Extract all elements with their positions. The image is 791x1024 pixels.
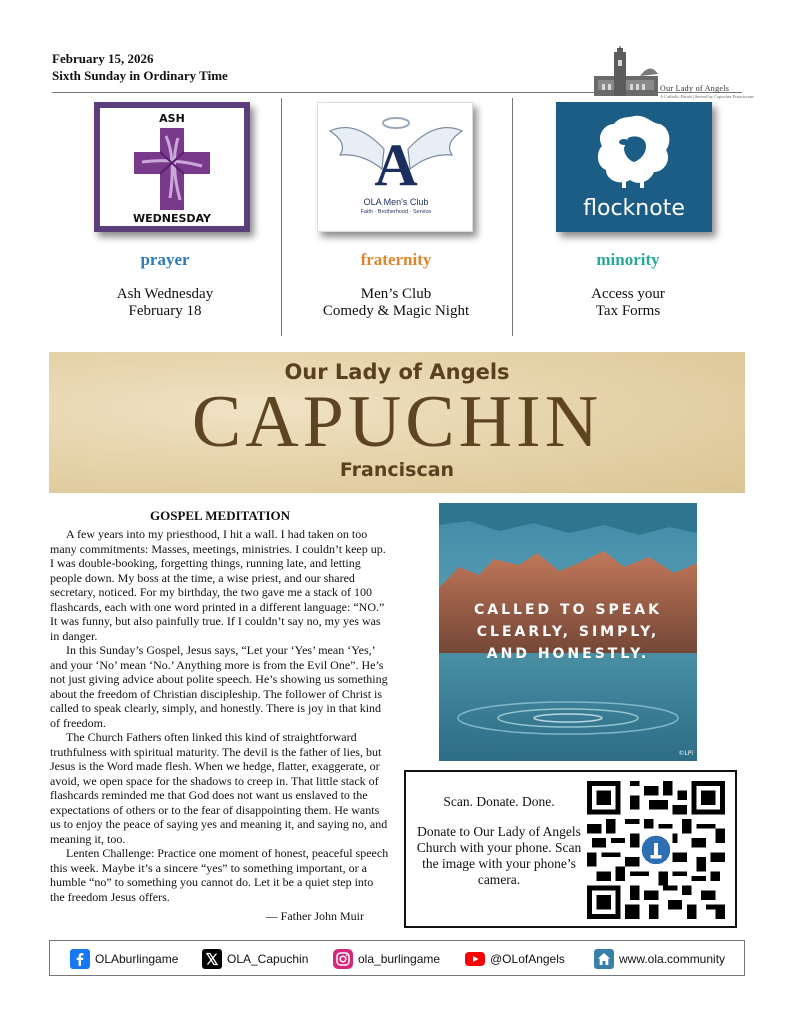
donate-tagline: Scan. Donate. Done. bbox=[443, 794, 555, 809]
feature-description bbox=[513, 286, 743, 320]
facebook-icon bbox=[70, 949, 90, 969]
social-label: OLAburlingame bbox=[95, 952, 179, 966]
youtube-icon bbox=[465, 949, 485, 969]
feature-line: Access your bbox=[591, 286, 665, 302]
social-label: www.ola.community bbox=[619, 952, 726, 966]
donate-box bbox=[404, 770, 737, 928]
meditation-signature: — Father John Muir bbox=[265, 909, 364, 923]
ash-label: ASH bbox=[159, 112, 185, 125]
meditation-title: GOSPEL MEDITATION bbox=[149, 508, 291, 523]
bulletin-date: February 15, 2026 bbox=[52, 51, 154, 66]
club-motto: Faith · Brotherhood · Service bbox=[360, 209, 432, 215]
caption-line: CLEARLY, SIMPLY, bbox=[476, 624, 660, 640]
ash-wednesday-card[interactable] bbox=[94, 102, 250, 232]
flocknote-card[interactable] bbox=[556, 102, 712, 232]
social-website[interactable] bbox=[594, 949, 725, 969]
winged-a-logo-icon bbox=[326, 109, 466, 193]
image-caption bbox=[439, 599, 697, 665]
meditation-body bbox=[50, 527, 390, 904]
logo-name: Our Lady of Angels bbox=[660, 84, 730, 93]
social-instagram[interactable] bbox=[333, 949, 440, 969]
sheep-icon bbox=[594, 112, 674, 190]
feature-title: prayer bbox=[140, 250, 190, 269]
capuchin-banner bbox=[49, 352, 745, 493]
caption-line: CALLED TO SPEAK bbox=[474, 602, 662, 618]
bulletin-date-block bbox=[52, 50, 228, 84]
caption-line: AND HONESTLY. bbox=[486, 646, 650, 662]
feature-title: fraternity bbox=[360, 250, 432, 269]
meditation-paragraph: Lenten Challenge: Practice one moment of honest, peaceful speech this week. Maybe it’s a sincere “yes” to something important, or a humble “no” to something you cannot do. Let it be a quiet step into the freedom Jesus offers. bbox=[50, 846, 389, 904]
wednesday-label: WEDNESDAY bbox=[133, 212, 211, 225]
liturgical-day: Sixth Sunday in Ordinary Time bbox=[52, 68, 228, 83]
meditation-paragraph: In this Sunday’s Gospel, Jesus says, “Let your ‘Yes’ mean ‘Yes,’ and your ‘No’ mean ‘No.’ Anything more is from the Evil One”. He’s not just giving advice about polite speech. He’s showing us something about the freedom of Christian discipleship. The follower of Christ is called to speak clearly, simply, and honestly. There is joy in that kind of freedom. bbox=[50, 643, 388, 730]
gospel-image bbox=[439, 503, 697, 761]
donate-text bbox=[414, 794, 584, 888]
feature-line: Men’s Club bbox=[360, 286, 432, 302]
instagram-icon bbox=[333, 949, 353, 969]
social-youtube[interactable] bbox=[465, 949, 565, 969]
x-icon bbox=[202, 949, 222, 969]
feature-line: Comedy & Magic Night bbox=[322, 303, 470, 319]
social-label: OLA_Capuchin bbox=[227, 952, 309, 966]
feature-line: Tax Forms bbox=[595, 303, 661, 319]
feature-line: February 18 bbox=[128, 303, 202, 319]
banner-subtitle: Franciscan bbox=[339, 459, 455, 481]
club-name: OLA Men's Club bbox=[363, 197, 429, 207]
purple-cross-icon bbox=[130, 128, 214, 210]
donate-instructions: Donate to Our Lady of Angels Church with your phone. Scan the image with your phone’s camera. bbox=[416, 824, 582, 887]
flocknote-wordmark: flocknote bbox=[583, 196, 685, 221]
meditation-paragraph: The Church Fathers often linked this kind of straightforward truthfulness with spiritual maturity. The devil is the father of lies, but Jesus is the Word made flesh. When we hedge, flatter, exaggerate, or avoid, we open space for the shadows to creep in. That little stack of flashcards reminded me that God does not want us enslaved to the expectations of others or to the fear of disappointing them. He wants us to enjoy the peace of saying yes and meaning it, and saying no, and meaning it, too. bbox=[50, 730, 388, 846]
donate-qr-code[interactable] bbox=[587, 781, 725, 919]
feature-description bbox=[50, 286, 280, 320]
social-x[interactable] bbox=[202, 949, 308, 969]
feature-description bbox=[281, 286, 511, 320]
image-credit: ©LPi bbox=[678, 750, 693, 757]
home-icon bbox=[594, 949, 614, 969]
social-label: @OLofAngels bbox=[490, 952, 565, 966]
feature-title: minority bbox=[596, 250, 660, 269]
meditation-paragraph: A few years into my priesthood, I hit a wall. I had taken on too many commitments: Masses, meetings, ministries. I couldn’t keep up. I was double-booking, forgetting things, running late, and letting people down. My boss at the time, a wise priest, and our shared secretary, noticed. For my birthday, the two gave me a stack of 100 flashcards, each with one word printed in a different language: “NO.” It was funny, but also painfully true. If I couldn’t say no, my yes was in danger. bbox=[50, 527, 386, 643]
social-label: ola_burlingame bbox=[358, 952, 441, 966]
social-facebook[interactable] bbox=[70, 949, 178, 969]
logo-subtitle: A Catholic Parish | Served by Capuchin Franciscans bbox=[660, 94, 754, 99]
social-footer bbox=[49, 940, 745, 976]
banner-parish-name: Our Lady of Angels bbox=[284, 360, 510, 384]
feature-line: Ash Wednesday bbox=[116, 286, 214, 302]
banner-title: CAPUCHIN bbox=[191, 381, 603, 463]
svg-text:A: A bbox=[374, 132, 418, 193]
mens-club-card[interactable] bbox=[317, 102, 473, 232]
